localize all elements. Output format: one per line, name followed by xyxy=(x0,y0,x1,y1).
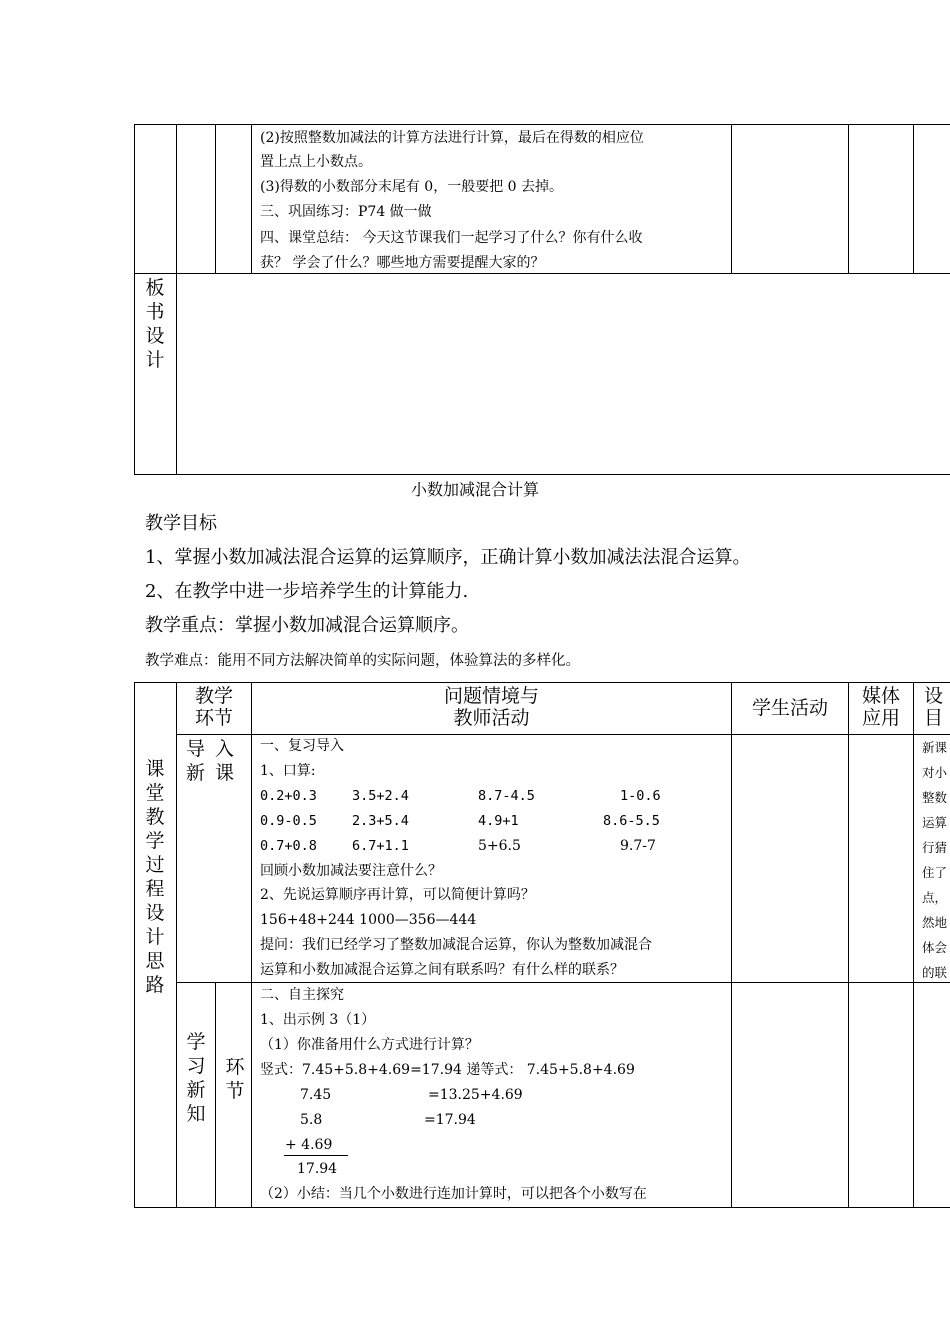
header-teacher-line1: 问题情境与 xyxy=(443,685,539,707)
header-stage-line2: 环节 xyxy=(194,707,233,729)
s1-line: 一、复习导入 xyxy=(260,738,344,754)
oral-item: 5+6.5 xyxy=(478,838,521,854)
oral-item: 9.7-7 xyxy=(620,838,656,854)
objectives-heading: 教学目标 xyxy=(145,513,217,534)
header-teacher-activity xyxy=(252,685,731,729)
header-media-line2: 应用 xyxy=(861,707,900,729)
s1-line: 运算和小数加减混合运算之间有联系吗？有什么样的联系？ xyxy=(260,962,624,978)
header-stage xyxy=(177,685,251,729)
header-stage-line1: 教学 xyxy=(194,685,233,707)
vertical-calc-line: 5.8 xyxy=(300,1112,323,1128)
stage-intro: 导 入新 课 xyxy=(186,738,237,784)
table1-text-line: 四、课堂总结： 今天这节课我们一起学习了什么？你有什么收 xyxy=(260,230,643,246)
s1-line: 156+48+244 1000—356—444 xyxy=(260,912,477,928)
s1-line: 提问：我们已经学习了整数加减混合运算，你认为整数加减混合 xyxy=(260,937,652,953)
s2-line: （1）你准备用什么方式进行计算？ xyxy=(260,1037,479,1053)
header-design-line2: 目 xyxy=(924,707,944,729)
design-note: 体会 xyxy=(922,940,948,955)
s1-line: 回顾小数加减法要注意什么？ xyxy=(260,863,442,879)
objective-item-2: 2、在教学中进一步培养学生的计算能力. xyxy=(145,581,469,602)
oral-item: 8.7-4.5 xyxy=(478,788,535,804)
vertical-calc-line: + 4.69 xyxy=(285,1137,333,1153)
header-media xyxy=(849,685,913,729)
s2-line: 二、自主探究 xyxy=(260,987,344,1003)
table1-text-line: 三、巩固练习：P74 做一做 xyxy=(260,204,432,220)
design-note: 然地 xyxy=(922,915,948,930)
stepwise-line: =17.94 xyxy=(424,1112,476,1128)
header-student-activity: 学生活动 xyxy=(751,697,828,719)
design-note: 对小 xyxy=(922,765,948,780)
header-design-goal xyxy=(914,685,950,729)
oral-item: 3.5+2.4 xyxy=(352,788,409,804)
objective-item-1: 1、掌握小数加减法混合运算的运算顺序，正确计算小数加减法法混合运算。 xyxy=(145,547,751,568)
design-note: 整数 xyxy=(922,790,948,805)
design-note: 的联 xyxy=(922,965,948,980)
process-side-label: 课堂教学过程设计思路 xyxy=(145,758,165,996)
design-note: 住了 xyxy=(922,865,948,880)
table1-text-line: (3)得数的小数部分末尾有 0，一般要把 0 去掉。 xyxy=(260,179,563,195)
vertical-calc-line: 7.45 xyxy=(300,1087,332,1103)
header-teacher-line2: 教师活动 xyxy=(453,707,530,729)
design-note: 新课 xyxy=(922,740,948,755)
oral-item: 1-0.6 xyxy=(620,788,661,804)
table1-text-line: (2)按照整数加减法的计算方法进行计算，最后在得数的相应位 xyxy=(260,130,644,146)
vertical-calc-underline xyxy=(284,1155,348,1156)
stage-learn-new-b: 环节 xyxy=(225,1056,245,1102)
oral-item: 6.7+1.1 xyxy=(352,838,409,854)
table1-text-line: 获？ 学会了什么？哪些地方需要提醒大家的？ xyxy=(260,255,545,271)
design-note: 行猜 xyxy=(922,840,948,855)
board-design-label: 板书设计 xyxy=(145,277,165,371)
s2-line: 1、出示例 3（1） xyxy=(260,1012,376,1028)
s1-line: 2、先说运算顺序再计算，可以简便计算吗？ xyxy=(260,887,535,903)
design-note: 点， xyxy=(922,890,948,905)
s2-summary: （2）小结：当几个小数进行连加计算时，可以把各个小数写在 xyxy=(260,1186,647,1202)
key-point: 教学重点：掌握小数加减混合运算顺序。 xyxy=(145,615,469,636)
oral-item: 2.3+5.4 xyxy=(352,813,409,829)
oral-item: 8.6-5.5 xyxy=(603,813,660,829)
table1-text-line: 置上点上小数点。 xyxy=(260,154,372,170)
stepwise-line: =13.25+4.69 xyxy=(428,1087,523,1103)
oral-item: 4.9+1 xyxy=(478,813,519,829)
oral-item: 0.7+0.8 xyxy=(260,838,317,854)
lesson-title: 小数加减混合计算 xyxy=(410,480,539,499)
header-design-line1: 设 xyxy=(924,685,944,707)
design-note: 运算 xyxy=(922,815,948,830)
oral-item: 0.9-0.5 xyxy=(260,813,317,829)
vertical-calc-result: 17.94 xyxy=(297,1161,338,1177)
s2-line: 竖式：7.45+5.8+4.69=17.94 递等式： 7.45+5.8+4.69 xyxy=(260,1062,635,1078)
oral-item: 0.2+0.3 xyxy=(260,788,317,804)
header-media-line1: 媒体 xyxy=(861,685,900,707)
difficulty: 教学难点：能用不同方法解决简单的实际问题，体验算法的多样化。 xyxy=(145,653,580,669)
s1-line: 1、口算: xyxy=(260,763,316,779)
stage-learn-new: 学习新知 xyxy=(186,1031,206,1125)
